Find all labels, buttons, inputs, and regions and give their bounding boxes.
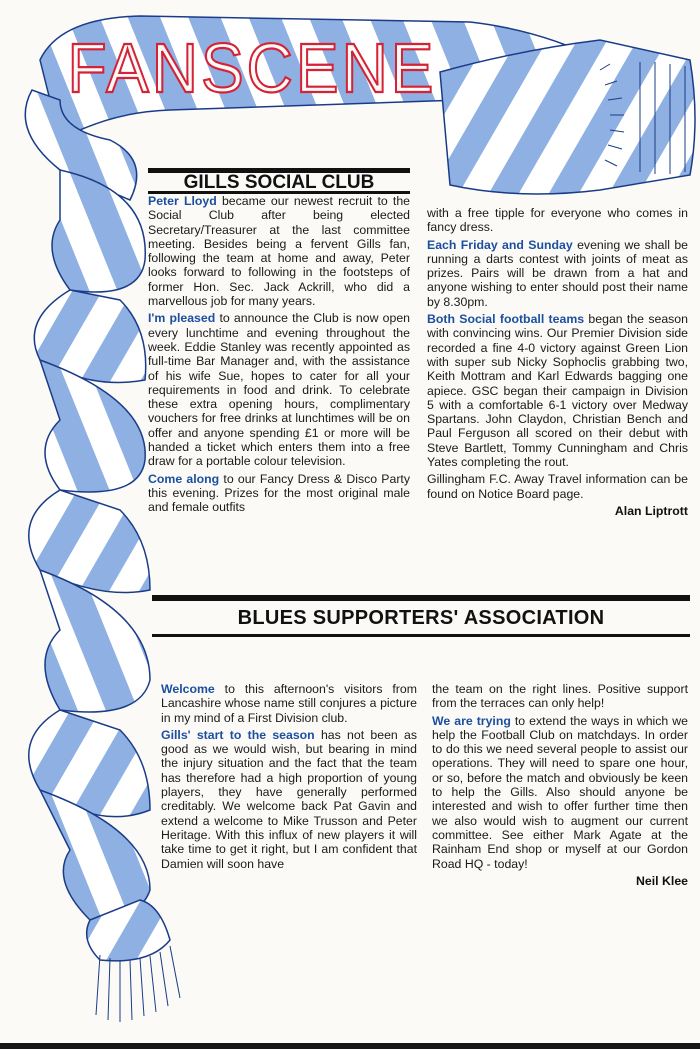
paragraph-text: with a free tipple for everyone who comes in fancy dress.	[427, 206, 688, 235]
lead-phrase: Each Friday and Sunday	[427, 237, 573, 252]
supporters-heading: BLUES SUPPORTERS' ASSOCIATION	[152, 595, 690, 637]
supporters-signature: Neil Klee	[636, 873, 688, 888]
paragraph	[427, 312, 688, 469]
lead-phrase: Come along	[148, 471, 220, 486]
paragraph	[432, 714, 688, 871]
lead-phrase: Gills' start to the season	[161, 727, 315, 742]
paragraph	[148, 194, 410, 308]
paragraph-text: has not been as good as we would wish, but bearing in mind the injury situation and the fact that the team has therefore had a high proportion of young players, they have generally performed creditably. We welcome back Pat Gavin and extend a welcome to Mike Trusson and Peter Heritage. With this influx of new players it will take time to get it right, but I am confident that Damien will soon have	[161, 727, 418, 871]
social-club-left-column	[148, 194, 410, 518]
paragraph	[427, 238, 688, 309]
paragraph	[427, 472, 688, 501]
paragraph	[148, 472, 410, 515]
supporters-left-column	[161, 682, 417, 874]
supporters-right-column	[432, 682, 688, 888]
paragraph	[161, 728, 417, 871]
social-club-right-column	[427, 206, 688, 518]
lead-phrase: Peter Lloyd	[148, 194, 217, 208]
paragraph	[427, 206, 688, 235]
bottom-rule	[0, 1043, 700, 1049]
paragraph-text: to announce the Club is now open every lunchtime and evening throughout the week. Eddie Stanley was recently appointed as full-time Bar Manager and, with the assistance of his wife Sue, hopes to cater for all your requirements in food and drink. To celebrate these extra opening hours, complimentary vouchers for free drinks at lunchtimes will be on offer and anyone spending £1 or more will be handed a ticket which enters them into a free draw for a portable colour television.	[148, 311, 410, 469]
lead-phrase: We are trying	[432, 713, 511, 728]
paragraph-text: the team on the right lines. Positive support from the terraces can only help!	[432, 682, 688, 711]
banner-title: FANSCENE	[67, 29, 437, 107]
paragraph	[161, 682, 417, 725]
fanscene-banner	[67, 29, 437, 107]
lead-phrase: Both Social football teams	[427, 312, 585, 327]
paragraph-text: began the season with convincing wins. Our Premier Division side recorded a fine 4-0 victory against Green Lion with super sub Nicky Sophoclis grabbing two, Keith Mottram and Karl Edwards bagging one apiece. GSC began their campaign in Division 5 with a comfortable 6-1 victory over Medway Spartans. John Claydon, Christian Bench and Paul Ferguson all scored on their debut with Steve Bartlett, Tommy Cunningham and Chris Yates completing the rout.	[427, 312, 688, 470]
lead-phrase: I'm pleased	[148, 311, 216, 326]
paragraph	[148, 311, 410, 468]
scarf-right-end	[440, 40, 695, 194]
paragraph-text: to this afternoon's visitors from Lancashire whose name still conjures a picture in my mind of a First Division club.	[161, 682, 417, 725]
paragraph-text: to extend the ways in which we help the Football Club on matchdays. In order to do this we need several people to assist our operations. They will need to spare one hour, or so, before the match and obviously be keen to help the Gills. Also should anyone be interested and wish to offer further time then we also would wish to augment our current committee. See either Mark Agate at the Rainham End shop or myself at our Gordon Road HQ - today!	[432, 713, 688, 871]
paragraph-text: to our Fancy Dress & Disco Party this evening. Prizes for the most original male and female outfits	[148, 471, 410, 515]
social-club-heading: GILLS SOCIAL CLUB	[148, 168, 410, 194]
paragraph-text: became our newest recruit to the Social Club after being elected Secretary/Treasurer at the last committee meeting. Besides being a fervent Gills fan, following the team at home and away, Peter looks forward to following in the footsteps of former Hon. Sec. Jack Ackrill, who did a marvellous job for many years.	[148, 194, 411, 309]
paragraph-text: Gillingham F.C. Away Travel information can be found on Notice Board page.	[427, 472, 688, 501]
lead-phrase: Welcome	[161, 682, 215, 696]
paragraph-text: evening we shall be running a darts contest with joints of meat as prizes. Pairs will be drawn from a hat and anyone wishing to enter should post their name by 8.30pm.	[427, 237, 688, 309]
paragraph	[432, 682, 688, 711]
social-club-signature: Alan Liptrott	[614, 503, 688, 518]
